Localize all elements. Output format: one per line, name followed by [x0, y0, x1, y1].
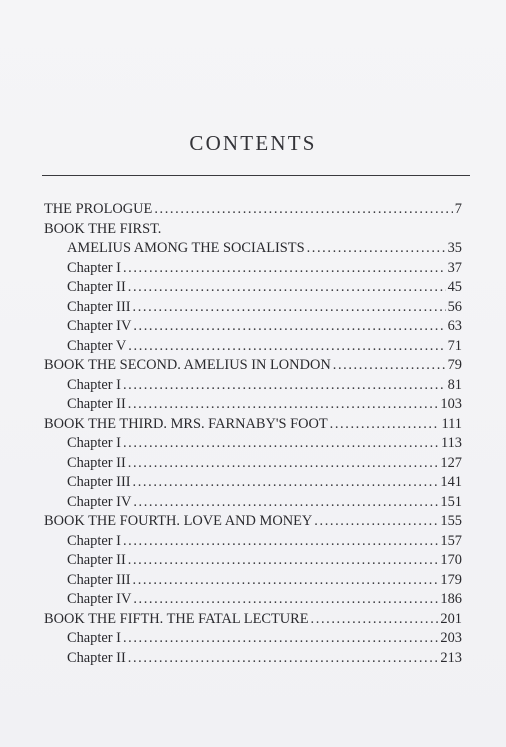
toc-entry-label: Chapter II — [67, 396, 126, 412]
toc-entry-label: Chapter I — [67, 259, 121, 276]
toc-entry — [44, 590, 462, 610]
dot-leader — [128, 649, 439, 669]
toc-entry — [44, 629, 462, 649]
toc-entry — [44, 395, 462, 415]
toc-entry — [44, 571, 462, 591]
dot-leader — [154, 200, 452, 220]
contents-heading: CONTENTS — [189, 131, 317, 155]
toc-entry-label: BOOK THE THIRD. MRS. FARNABY'S FOOT — [44, 415, 328, 432]
dot-leader — [133, 473, 439, 493]
toc-entry-page: 37 — [447, 259, 462, 276]
toc-entry-label: THE PROLOGUE — [44, 201, 153, 217]
toc-entry-page: 186 — [440, 591, 462, 607]
toc-entry — [44, 454, 462, 474]
toc-entry-page: 56 — [447, 298, 462, 315]
table-of-contents — [44, 200, 462, 668]
toc-entry-page: 35 — [447, 240, 462, 256]
toc-entry-page: 157 — [440, 532, 462, 549]
dot-leader — [314, 512, 438, 532]
toc-entry-page: 111 — [441, 415, 462, 432]
toc-entry — [44, 259, 462, 279]
dot-leader — [330, 415, 440, 435]
toc-entry — [44, 493, 462, 513]
dot-leader — [133, 298, 446, 318]
toc-entry-page: 45 — [447, 279, 462, 295]
toc-entry — [44, 532, 462, 552]
heading-rule — [42, 175, 470, 176]
dot-leader — [128, 278, 446, 298]
toc-entry-page: 170 — [440, 552, 462, 568]
dot-leader — [133, 317, 445, 337]
toc-entry-label: BOOK THE SECOND. AMELIUS IN LONDON — [44, 357, 331, 373]
toc-entry-label: Chapter II — [67, 649, 126, 666]
toc-entry-label: Chapter II — [67, 454, 126, 471]
toc-entry-page: 201 — [440, 610, 462, 627]
toc-entry-page: 155 — [440, 513, 462, 529]
dot-leader — [123, 434, 439, 454]
toc-entry — [44, 434, 462, 454]
toc-entry-label: Chapter II — [67, 279, 126, 295]
toc-entry — [44, 376, 462, 396]
toc-entry-page: 151 — [440, 493, 462, 510]
toc-entry-label: Chapter I — [67, 532, 121, 549]
toc-entry — [44, 473, 462, 493]
toc-entry-label: Chapter IV — [67, 493, 132, 510]
dot-leader — [133, 590, 438, 610]
toc-entry-page: 113 — [440, 435, 462, 451]
toc-entry — [44, 337, 462, 357]
dot-leader — [333, 356, 446, 376]
toc-entry — [44, 512, 462, 532]
toc-entry-label: Chapter III — [67, 474, 131, 490]
toc-entry-page: 71 — [447, 337, 462, 354]
toc-entry — [44, 298, 462, 318]
toc-entry-label: Chapter IV — [67, 318, 132, 334]
toc-entry-label: Chapter III — [67, 571, 131, 588]
toc-entry — [44, 317, 462, 337]
toc-entry-page: 203 — [440, 630, 462, 646]
toc-entry-page: 179 — [440, 571, 462, 588]
dot-leader — [133, 493, 438, 513]
toc-entry-page: 79 — [447, 357, 462, 373]
toc-entry-page: 103 — [440, 396, 462, 412]
dot-leader — [123, 376, 446, 396]
toc-entry-label: Chapter I — [67, 630, 121, 646]
toc-entry — [44, 356, 462, 376]
toc-entry-page: 213 — [440, 649, 462, 666]
toc-entry-label: Chapter IV — [67, 591, 132, 607]
toc-entry — [44, 610, 462, 630]
toc-entry-label: BOOK THE FIFTH. THE FATAL LECTURE — [44, 610, 309, 627]
toc-entry-page: 81 — [447, 376, 462, 393]
toc-entry-label: Chapter II — [67, 552, 126, 568]
toc-entry — [44, 649, 462, 669]
dot-leader — [128, 454, 439, 474]
dot-leader — [123, 532, 438, 552]
toc-entry-page: 7 — [454, 201, 462, 217]
dot-leader — [123, 629, 438, 649]
toc-entry-label: AMELIUS AMONG THE SOCIALISTS — [67, 240, 305, 256]
dot-leader — [307, 239, 446, 259]
toc-entry-label: BOOK THE FOURTH. LOVE AND MONEY — [44, 513, 313, 529]
toc-entry-label: BOOK THE FIRST. — [44, 220, 162, 237]
toc-entry — [44, 278, 462, 298]
toc-entry-page: 63 — [447, 318, 462, 334]
dot-leader — [133, 571, 439, 591]
toc-entry-page: 127 — [440, 454, 462, 471]
toc-entry — [44, 551, 462, 571]
toc-entry — [44, 415, 462, 435]
dot-leader — [128, 551, 439, 571]
dot-leader — [128, 395, 439, 415]
toc-entry-label: Chapter V — [67, 337, 127, 354]
toc-entry — [44, 239, 462, 259]
toc-entry-label: Chapter III — [67, 298, 131, 315]
toc-entry — [44, 200, 462, 220]
toc-entry — [44, 220, 462, 240]
dot-leader — [311, 610, 439, 630]
toc-entry-page: 141 — [440, 474, 462, 490]
toc-entry-label: Chapter I — [67, 435, 121, 451]
dot-leader — [123, 259, 446, 279]
toc-entry-label: Chapter I — [67, 376, 121, 393]
dot-leader — [128, 337, 445, 357]
